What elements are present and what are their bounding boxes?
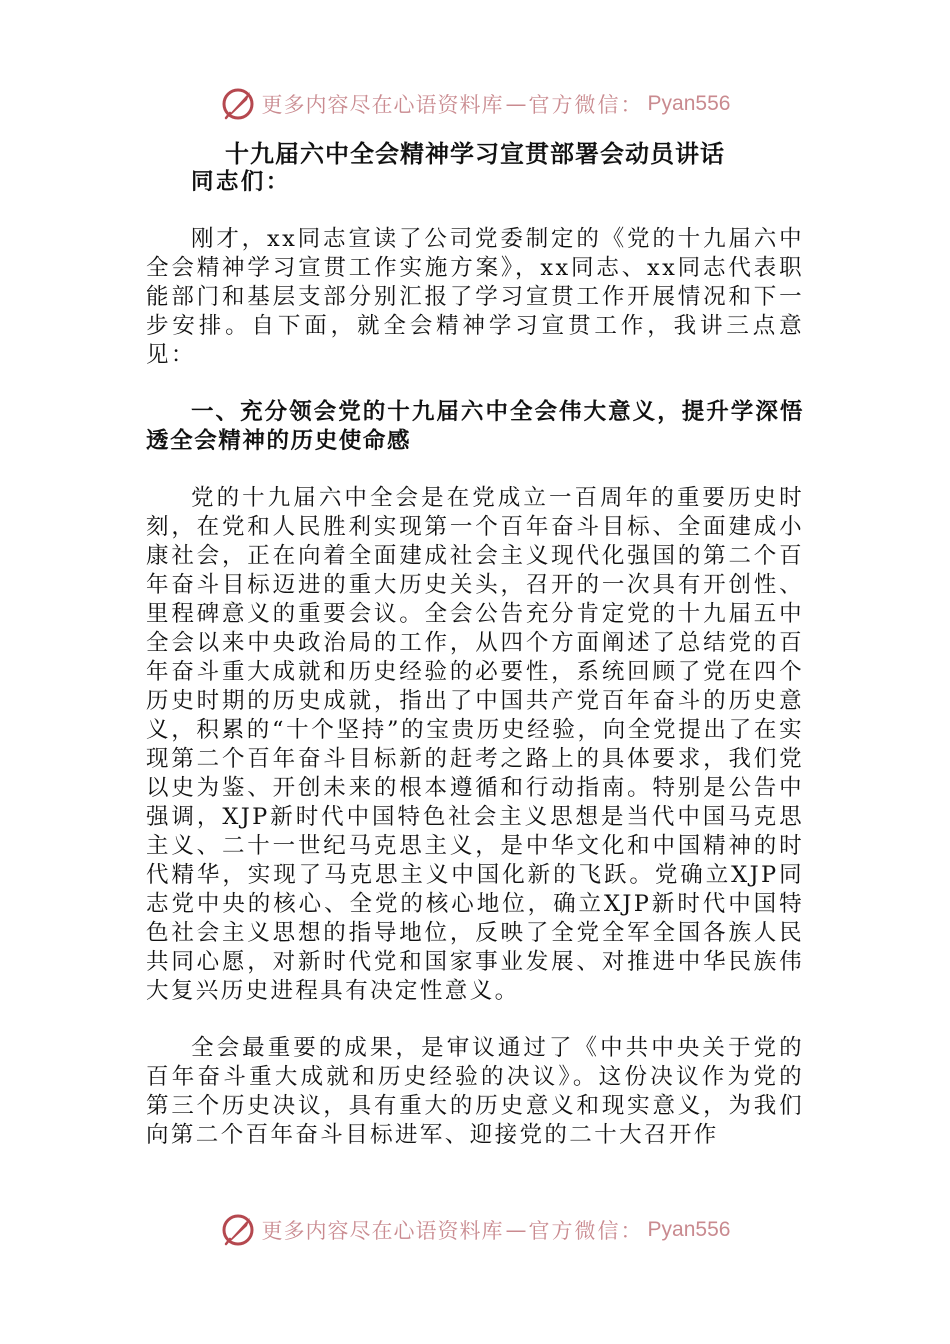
intro-paragraph: 刚才，xx同志宣读了公司党委制定的《党的十九届六中全会精神学习宣贯工作实施方案》，xx同志、xx同志代表职能部门和基层支部分别汇报了学习宣贯工作开展情况和下一步安排。自下面，就全会精神学习宣贯工作，我讲三点意见：	[146, 226, 804, 368]
quill-logo-icon	[220, 1212, 256, 1248]
banner-text: 更多内容尽在心语资料库	[261, 93, 504, 117]
banner-wechat-label: 官方微信：	[528, 1219, 644, 1243]
banner-separator: —	[505, 1218, 527, 1242]
document-title: 十九届六中全会精神学习宣贯部署会动员讲话	[225, 139, 725, 168]
banner-separator: —	[505, 92, 527, 116]
greeting: 同志们：	[191, 169, 291, 195]
section1-paragraph-1: 党的十九届六中全会是在党成立一百周年的重要历史时刻，在党和人民胜利实现第一个百年奋斗目标、全面建成小康社会，正在向着全面建成社会主义现代化强国的第二个百年奋斗目标迈进的重大历史关头，召开的一次具有开创性、里程碑意义的重要会议。全会公告充分肯定党的十九届五中全会以来中央政治局的工作，从四个方面阐述了总结党的百年奋斗重大成就和历史经验的必要性，系统回顾了党在四个历史时期的历史成就，指出了中国共产党百年奋斗的历史意义，积累的“十个坚持”的宝贵历史经验，向全党提出了在实现第二个百年奋斗目标新的赶考之路上的具体要求，我们党以史为鉴、开创未来的根本遵循和行动指南。特别是公告中强调，XJP新时代中国特色社会主义思想是当代中国马克思主义、二十一世纪马克思主义，是中华文化和中国精神的时代精华，实现了马克思主义中国化新的飞跃。党确立XJP同志党中央的核心、全党的核心地位，确立XJP新时代中国特色社会主义思想的指导地位，反映了全党全军全国各族人民共同心愿，对新时代党和国家事业发展、对推进中华民族伟大复兴历史进程具有决定性意义。	[146, 485, 804, 1004]
quill-logo-icon	[220, 86, 256, 122]
footer-banner	[0, 1210, 950, 1250]
banner-wechat-label: 官方微信：	[528, 93, 644, 117]
banner-wechat-id: Pyan556	[647, 92, 731, 115]
document-body	[146, 168, 804, 1150]
section-heading-1: 一、充分领会党的十九届六中全会伟大意义，提升学深悟透全会精神的历史使命感	[146, 399, 804, 454]
banner-wechat-id: Pyan556	[647, 1218, 731, 1241]
banner-text: 更多内容尽在心语资料库	[261, 1219, 504, 1243]
section1-paragraph-2: 全会最重要的成果，是审议通过了《中共中央关于党的百年奋斗重大成就和历史经验的决议》。这份决议作为党的第三个历史决议，具有重大的历史意义和现实意义，为我们向第二个百年奋斗目标进军、迎接党的二十大召开作	[146, 1035, 804, 1148]
header-banner	[0, 84, 950, 124]
